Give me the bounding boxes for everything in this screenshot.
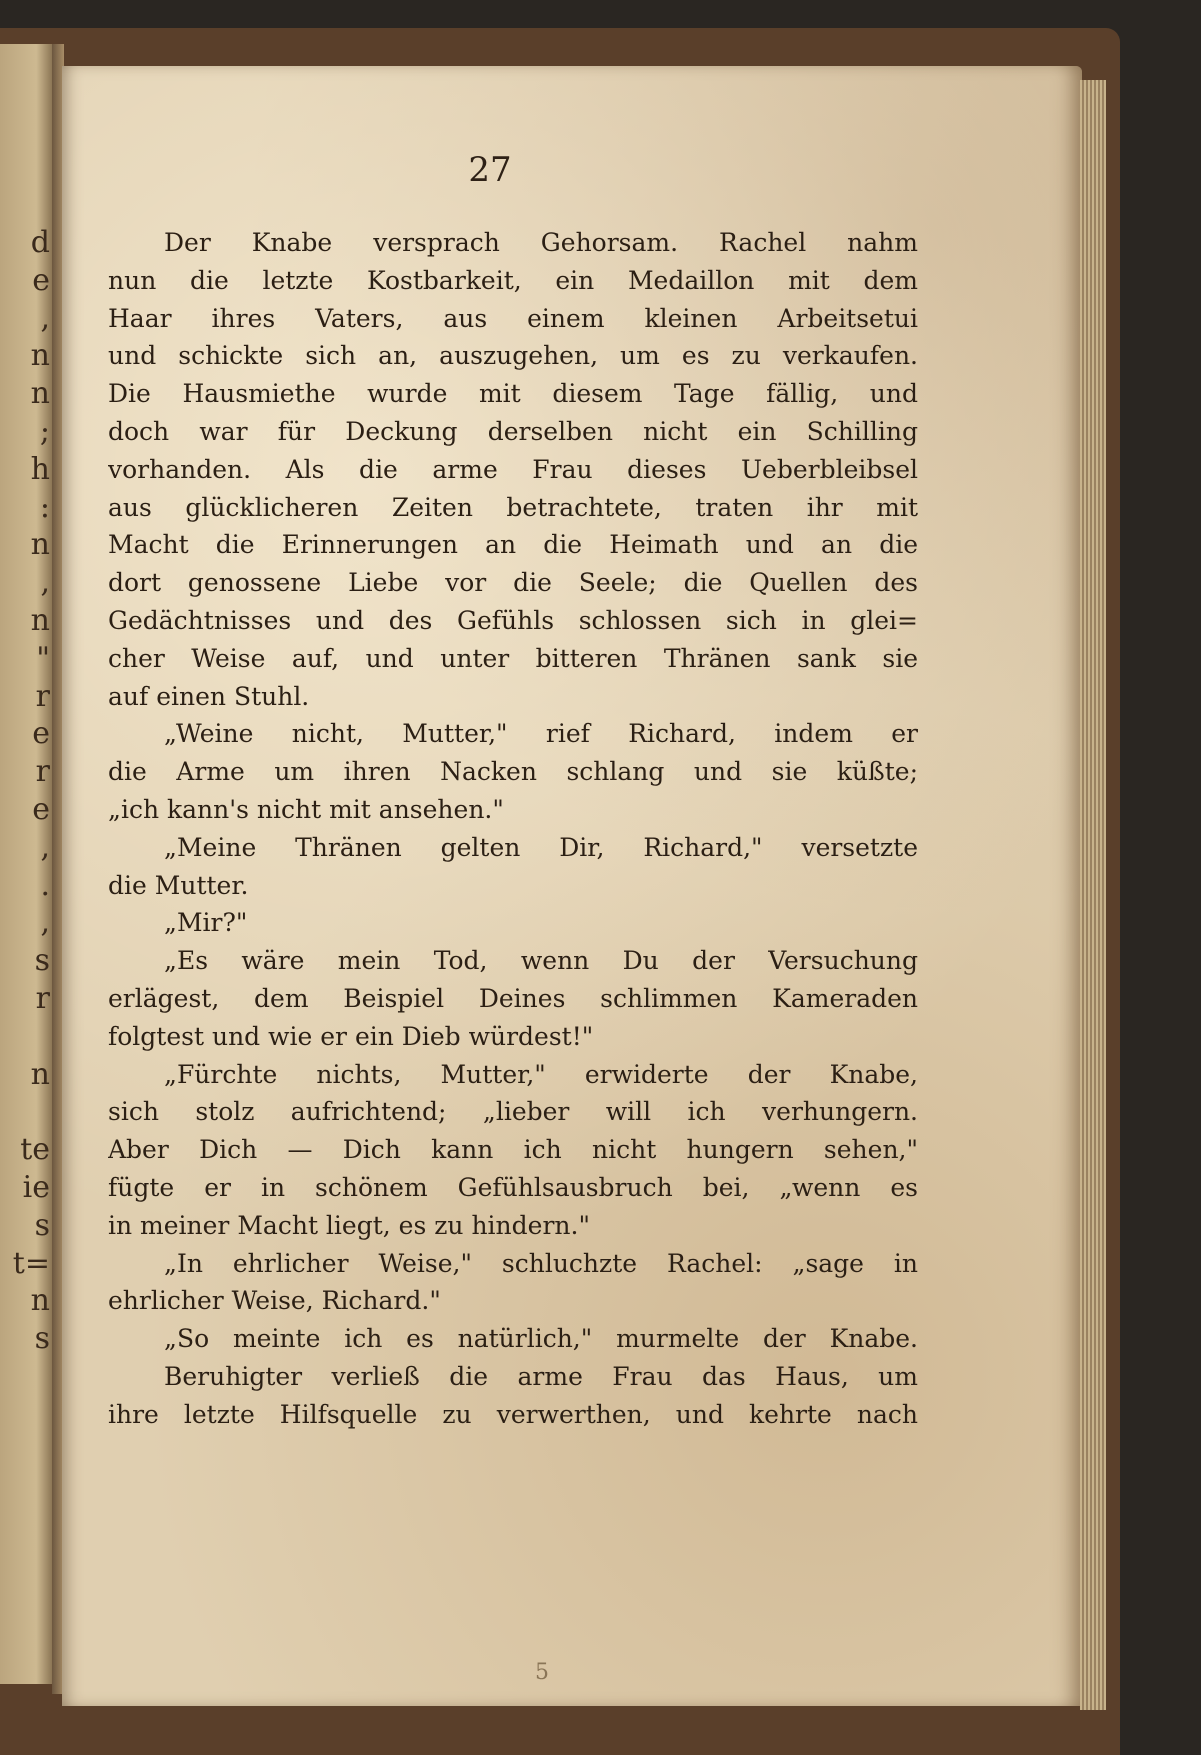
- left-page-fragment: s: [34, 1321, 50, 1357]
- text-line: erlägest, dem Beispiel Deines schlimmen Kameraden: [108, 983, 918, 1013]
- text-line: Die Hausmiethe wurde mit diesem Tage fällig, und: [108, 379, 918, 409]
- left-page-fragment: ,: [40, 905, 50, 941]
- left-page-fragment: n: [30, 1056, 50, 1092]
- left-page-fragment: ie: [22, 1169, 50, 1205]
- left-page-fragment: ;: [39, 413, 50, 449]
- text-line: Beruhigter verließ die arme Frau das Haus, um: [164, 1361, 918, 1391]
- text-line: dort genossene Liebe vor die Seele; die Quellen des: [108, 568, 918, 598]
- text-line: Aber Dich — Dich kann ich nicht hungern sehen,": [108, 1135, 918, 1165]
- left-page-fragment: [0, 1093, 50, 1131]
- left-page-fragment: n: [30, 376, 50, 412]
- text-line: aus glücklicheren Zeiten betrachtete, traten ihr mit: [108, 492, 918, 522]
- footer-mark: 5: [535, 1660, 549, 1685]
- left-page-fragment: ,: [40, 829, 50, 865]
- text-line: Der Knabe versprach Gehorsam. Rachel nahm: [164, 228, 918, 257]
- text-line: folgtest und wie er ein Dieb würdest!": [108, 1021, 594, 1051]
- left-page-fragment: r: [35, 980, 50, 1016]
- left-page-fragment: ": [36, 640, 50, 676]
- left-page-fragment: n: [30, 1283, 50, 1319]
- text-line: vorhanden. Als die arme Frau dieses Ueberbleibsel: [108, 454, 918, 484]
- left-page-fragment: r: [35, 754, 50, 790]
- left-page-fragment: e: [32, 262, 50, 298]
- left-page-fragment: :: [39, 489, 50, 525]
- text-line: sich stolz aufrichtend; „lieber will ich verhungern.: [108, 1097, 918, 1127]
- page-number: 27: [468, 150, 512, 190]
- text-line: ehrlicher Weise, Richard.": [108, 1286, 441, 1316]
- left-page-fragment: [0, 1018, 50, 1056]
- left-page-fragment: d: [30, 225, 50, 260]
- text-line: „Meine Thränen gelten Dir, Richard," versetzte: [164, 832, 918, 862]
- text-line: fügte er in schönem Gefühlsausbruch bei, „wenn es: [108, 1172, 918, 1202]
- text-line: Macht die Erinnerungen an die Heimath und an die: [108, 530, 918, 560]
- left-page-text-fragments: [0, 224, 50, 1358]
- text-line: „In ehrlicher Weise," schluchzte Rachel: „sage in: [164, 1248, 918, 1278]
- left-page-fragment: n: [30, 338, 50, 374]
- text-line: in meiner Macht liegt, es zu hindern.": [108, 1210, 590, 1240]
- text-line: „Fürchte nichts, Mutter," erwiderte der Knabe,: [164, 1059, 918, 1089]
- text-line: Gedächtnisses und des Gefühls schlossen sich in glei=: [108, 605, 918, 635]
- text-line: „ich kann's nicht mit ansehen.": [108, 794, 504, 824]
- left-page-fragment: n: [30, 602, 50, 638]
- left-page-fragment: .: [40, 867, 50, 903]
- text-line: auf einen Stuhl.: [108, 681, 310, 711]
- left-page-fragment: r: [35, 678, 50, 714]
- text-line: die Mutter.: [108, 870, 249, 900]
- page-edges: [1080, 80, 1106, 1710]
- text-line: die Arme um ihren Nacken schlang und sie küßte;: [108, 757, 918, 787]
- text-line: nun die letzte Kostbarkeit, ein Medaillon mit dem: [108, 265, 918, 295]
- text-line: und schickte sich an, auszugehen, um es zu verkaufen.: [108, 341, 918, 371]
- left-page-fragment: s: [34, 943, 50, 979]
- text-line: cher Weise auf, und unter bitteren Thränen sank sie: [108, 643, 918, 673]
- text-line: ihre letzte Hilfsquelle zu verwerthen, und kehrte nach: [108, 1399, 918, 1429]
- left-page-edge: [0, 44, 52, 1684]
- left-page-fragment: t=: [12, 1245, 50, 1281]
- left-page-fragment: te: [20, 1132, 50, 1168]
- left-page-fragment: s: [34, 1207, 50, 1243]
- left-page-fragment: n: [30, 527, 50, 563]
- left-page-fragment: e: [32, 791, 50, 827]
- text-line: Haar ihres Vaters, aus einem kleinen Arbeitsetui: [108, 303, 918, 333]
- text-line: „Weine nicht, Mutter," rief Richard, indem er: [164, 719, 918, 749]
- left-page-fragment: ,: [40, 565, 50, 601]
- text-line: „Mir?": [164, 908, 248, 938]
- left-page-fragment: e: [32, 716, 50, 752]
- left-page-fragment: h: [30, 451, 50, 487]
- left-page-fragment: ,: [40, 300, 50, 336]
- text-line: doch war für Deckung derselben nicht ein Schilling: [108, 416, 918, 446]
- text-line: „So meinte ich es natürlich," murmelte der Knabe.: [164, 1324, 918, 1354]
- text-line: „Es wäre mein Tod, wenn Du der Versuchung: [164, 946, 918, 976]
- page-body-text: [108, 224, 918, 1434]
